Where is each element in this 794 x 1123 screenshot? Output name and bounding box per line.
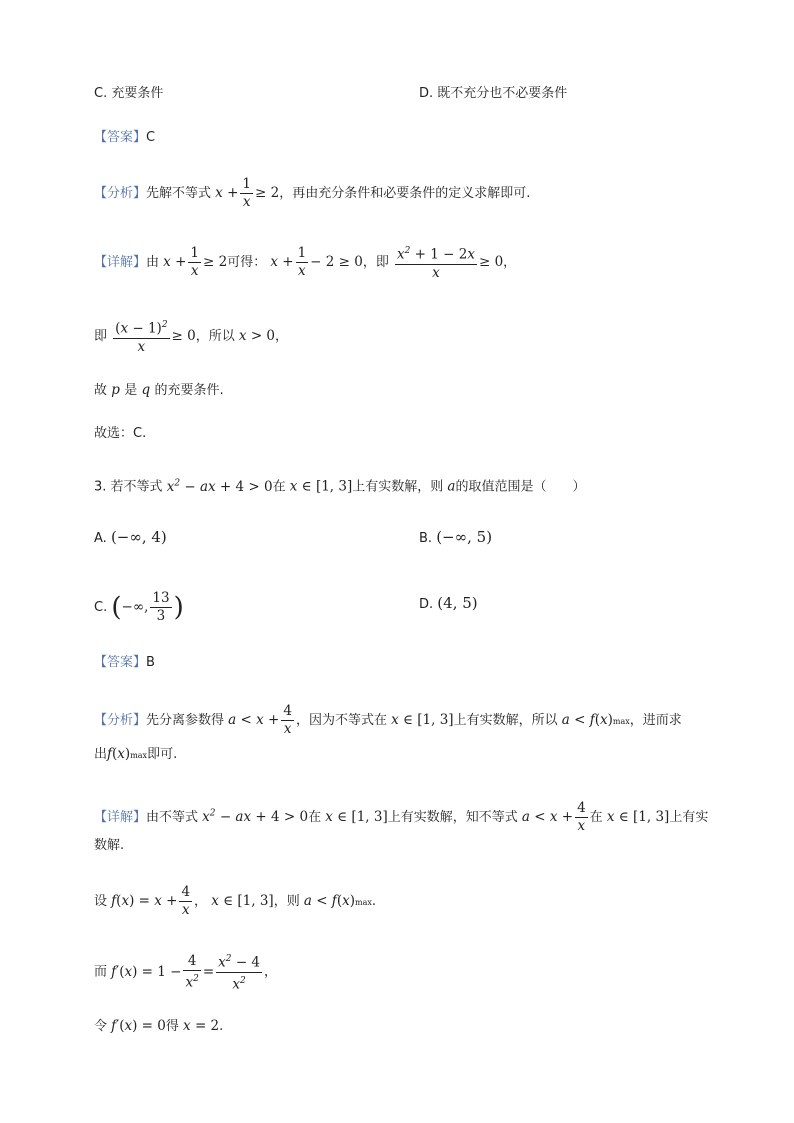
answer-tag: 【答案】: [94, 655, 147, 670]
set-function-line: [94, 884, 376, 919]
math-expr: a < x + $\frac{4}{x}$: [228, 703, 292, 737]
text: ，则: [273, 894, 300, 909]
option-b-q3: [419, 527, 492, 549]
option-value: −∞,: [121, 599, 149, 615]
option-label: A.: [94, 531, 107, 546]
detail-tag: 【详解】: [94, 254, 147, 270]
math-expr: a < x + $\frac{4}{x}$: [521, 800, 586, 834]
math-expr: x ∈ [1, 3]: [391, 712, 454, 728]
analysis-line-q3: [94, 703, 682, 738]
text: .: [219, 1019, 224, 1034]
answer-tag: 【答案】: [94, 130, 147, 145]
text: ，: [264, 964, 278, 980]
text: 得: [165, 1019, 179, 1034]
text: 而: [94, 964, 108, 980]
var-p: p: [107, 382, 125, 398]
var-q: q: [137, 382, 155, 398]
analysis-text: 先分离参数得: [146, 713, 225, 728]
fraction-numerator: 13: [152, 590, 170, 606]
analysis-text: ，进而求: [629, 713, 682, 728]
analysis-line-q2: [94, 176, 530, 211]
math-expr: a < f(x)max: [303, 893, 372, 909]
text: 的充要条件.: [154, 383, 224, 398]
option-a-q3: [94, 527, 167, 549]
detail-text: 可得：: [227, 254, 267, 270]
math-expr: f(x) = x + $\frac{4}{x}$: [111, 884, 191, 918]
option-d-q2: D. 既不充分也不必要条件: [419, 86, 568, 101]
text: 故: [94, 383, 108, 398]
math-expr: f(x)max: [107, 746, 148, 762]
detail-text: 上有实数解，知不等式: [387, 810, 518, 825]
math-expr: x ∈ [1, 3]: [289, 478, 353, 495]
analysis-text: 出: [94, 747, 108, 762]
answer-line-q3: [94, 653, 155, 673]
text: 是: [124, 383, 138, 398]
detail-text: 由: [146, 254, 160, 270]
analysis-text: 上有实数解，所以: [453, 713, 558, 728]
analysis-text: ，再由充分条件和必要条件的定义求解即可.: [279, 186, 531, 201]
stem-text: 在: [272, 479, 286, 495]
stem-text: 3. 若不等式: [94, 479, 163, 495]
option-label: B.: [419, 531, 433, 546]
math-expr: a < f(x)max: [561, 712, 630, 728]
option-value: (4, 5): [437, 594, 478, 612]
derivative-line: [94, 951, 277, 993]
stem-text: 上有实数解，则: [352, 479, 444, 495]
math-expr: $x^2$ − ax + 4 > 0: [166, 478, 273, 495]
analysis-text: ，因为不等式在: [295, 713, 387, 728]
detail-tag: 【详解】: [94, 810, 147, 825]
detail-text: 由不等式: [146, 810, 199, 825]
detail-line-q2: [94, 243, 516, 282]
analysis-text: 先解不等式: [146, 186, 212, 201]
math-expr: x ∈ [1, 3]: [325, 809, 388, 825]
math-expr: x ∈ [1, 3]: [606, 809, 670, 825]
text: .: [371, 894, 377, 909]
detail-text: 上有实: [669, 810, 709, 825]
option-c-q3: C. (−∞, $\frac{13}{3}$ ): [94, 590, 184, 624]
detail-line-q3: [94, 800, 708, 835]
option-label: D.: [419, 597, 434, 612]
option-label: C.: [94, 600, 108, 615]
detail-text: ，: [275, 328, 289, 344]
detail-text: ，: [503, 254, 517, 270]
text: 设: [94, 894, 108, 909]
text: 令: [94, 1019, 108, 1034]
math-expr: $x^2$ − ax + 4 > 0: [202, 808, 309, 825]
detail-line-q2-2: [94, 317, 288, 356]
option-value: (−∞, 4): [110, 528, 167, 546]
analysis-tag: 【分析】: [94, 713, 147, 728]
question-3-stem: [94, 473, 585, 498]
choose-line-q2: 故选：C.: [94, 426, 147, 441]
text: ，: [194, 894, 208, 909]
analysis-text: 即可.: [147, 747, 178, 762]
math-expr: x + $\frac{1}{x}$ − 2 ≥ 0: [270, 244, 363, 279]
math-expr: x + $\frac{1}{x}$ ≥ 2: [163, 244, 228, 279]
detail-text: 在: [589, 810, 603, 825]
conclusion-line: [94, 380, 224, 401]
analysis-line-q3-2: [94, 744, 177, 766]
zero-line: [94, 1016, 223, 1037]
detail-text: 即: [94, 328, 108, 344]
var-a: a: [447, 478, 456, 495]
answer-value: C: [146, 130, 156, 145]
math-expr: f′(x) = 1 − $\frac{4}{x^2}$ = $\frac{x^2 - 4}{x^2}$: [111, 952, 261, 992]
inequality-expr: x + $\frac{1}{x}$ ≥ 2: [215, 176, 280, 210]
math-expr: x > 0: [238, 327, 276, 344]
answer-line-q2: [94, 128, 155, 148]
math-expr: $\frac{(x - 1)^2}{x}$ ≥ 0: [111, 328, 196, 344]
detail-line-q3-2: 数解.: [94, 838, 125, 853]
option-d-q3: [419, 593, 478, 615]
detail-text: ，所以: [195, 328, 235, 344]
fraction-denominator: 3: [156, 608, 166, 624]
detail-text: ，即: [362, 254, 389, 270]
answer-value: B: [146, 655, 155, 670]
detail-text: 在: [308, 810, 322, 825]
math-expr: x ∈ [1, 3]: [211, 893, 274, 909]
analysis-tag: 【分析】: [94, 186, 147, 201]
option-value: (−∞, 5): [436, 528, 493, 546]
math-expr: x = 2: [183, 1018, 220, 1034]
option-c-q2: C. 充要条件: [94, 86, 164, 101]
math-expr: f′(x) = 0: [111, 1018, 166, 1034]
stem-text: 的取值范围是（ ）: [455, 479, 586, 495]
math-expr: $\frac{x^2 + 1 - 2x}{x}$ ≥ 0: [393, 254, 503, 270]
